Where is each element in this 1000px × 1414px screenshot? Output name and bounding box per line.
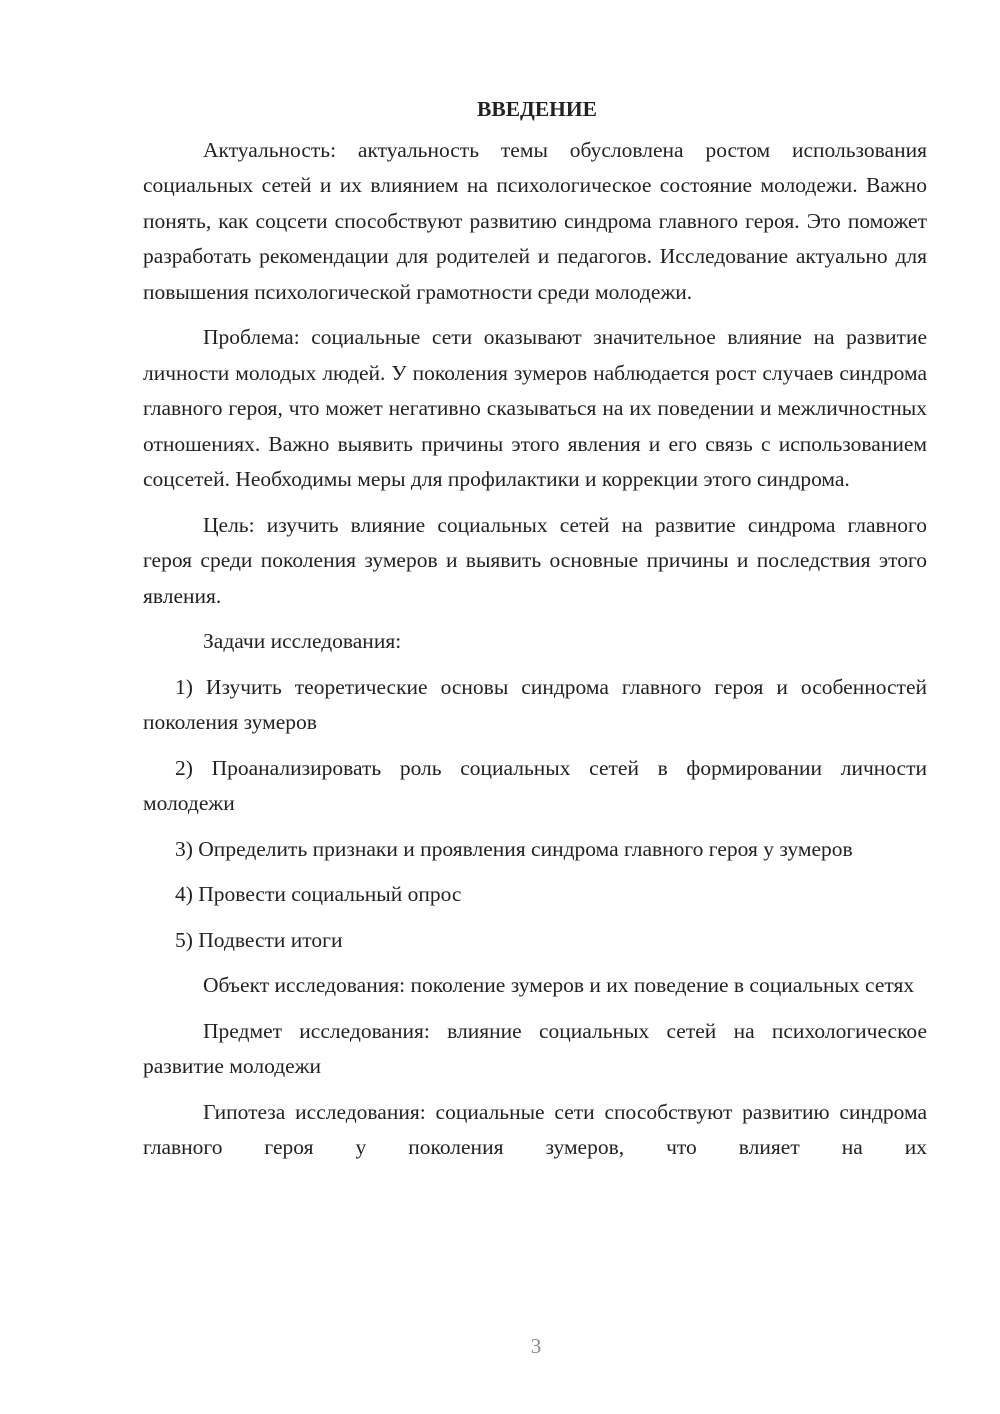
task-item: 2) Проанализировать роль социальных сетей в формировании личности молодежи bbox=[143, 755, 927, 815]
task-item: 4) Провести социальный опрос bbox=[175, 882, 462, 906]
task-item: 5) Подвести итоги bbox=[175, 927, 343, 952]
hypothesis-paragraph: Гипотеза исследования: социальные сети способствуют развитию синдрома главного героя у поколения зумеров, что влияет на их bbox=[143, 1099, 927, 1159]
page-number: 3 bbox=[530, 1334, 542, 1358]
tasks-heading: Задачи исследования: bbox=[203, 629, 402, 653]
task-item: 1) Изучить теоретические основы синдрома главного героя и особенностей поколения зумеров bbox=[143, 674, 927, 734]
subject-paragraph: Предмет исследования: влияние социальных сетей на психологическое развитие молодежи bbox=[143, 1018, 927, 1078]
problem-paragraph: Проблема: социальные сети оказывают значительное влияние на развитие личности молодых людей. У поколения зумеров наблюдается рост случаев синдрома главного героя, что может негативно сказываться на их поведении и межличностных отношениях. Важно выявить причины этого явления и его связь с использованием соцсетей. Необходимы меры для профилактики и коррекции этого синдрома. bbox=[143, 325, 927, 491]
task-item: 3) Определить признаки и проявления синдрома главного героя у зумеров bbox=[175, 836, 853, 861]
goal-paragraph: Цель: изучить влияние социальных сетей на развитие синдрома главного героя среди поколения зумеров и выявить основные причины и последствия этого явления. bbox=[143, 512, 927, 608]
section-title: ВВЕДЕНИЕ bbox=[477, 97, 597, 121]
relevance-paragraph: Актуальность: актуальность темы обусловлена ростом использования социальных сетей и их влиянием на психологическое состояние молодежи. Важно понять, как соцсети способствуют развитию синдрома главного героя. Это поможет разработать рекомендации для родителей и педагогов. Исследование актуально для повышения психологической грамотности среди молодежи. bbox=[143, 137, 927, 304]
page-content bbox=[143, 92, 927, 1166]
object-paragraph: Объект исследования: поколение зумеров и их поведение в социальных сетях bbox=[203, 973, 915, 997]
